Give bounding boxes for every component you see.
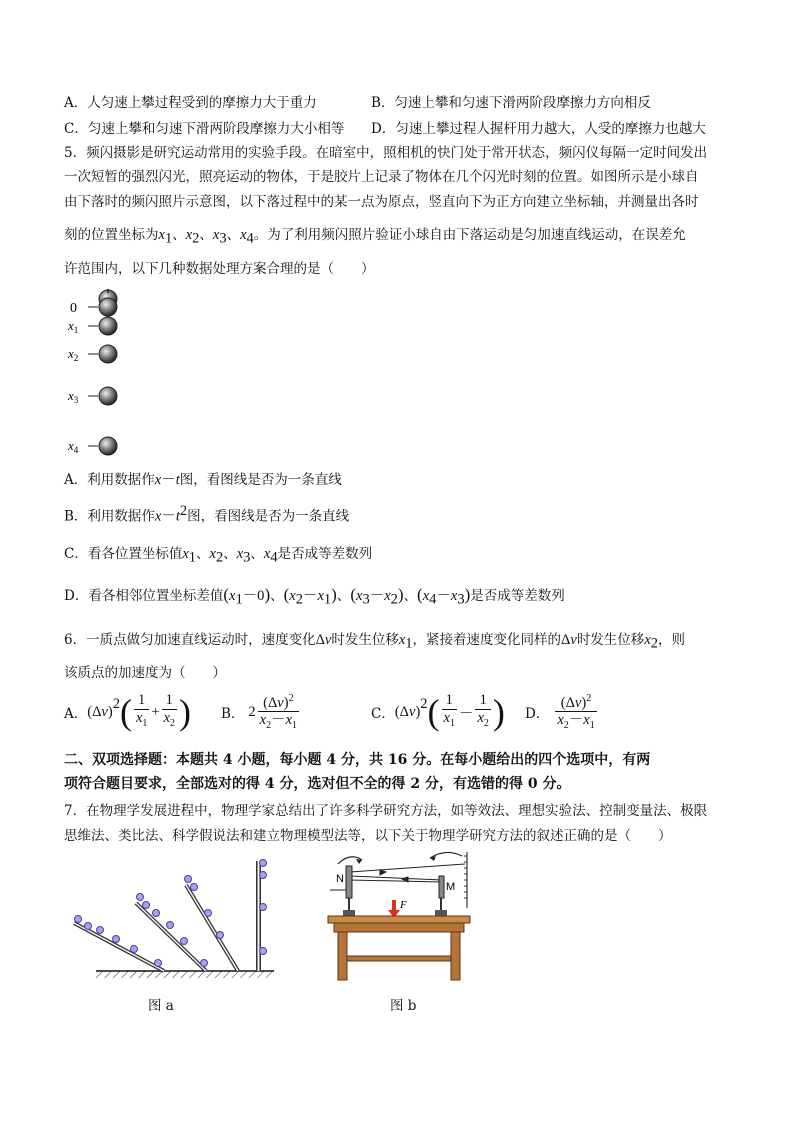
section2-heading-line2: 项符合题目要求，全部选对的得 4 分，选对但不全的得 2 分，有选错的得 0 分。: [64, 776, 571, 792]
q5-stem-line3: 由下落时的频闪照片示意图，以下落过程中的某一点为原点，竖直向下为正方向建立坐标轴，并测量出各时: [64, 194, 699, 210]
q7-stem-line1: 7．在物理学发展进程中，物理学家总结出了许多科学研究方法，如等效法、理想实验法、控制变量法、极限: [64, 803, 708, 819]
q4-option-c: C．匀速上攀和匀速下滑两阶段摩擦力大小相等: [64, 121, 345, 137]
q6-option-d: D． $\frac{(\Delta v)^2}{x_2-x_1}$: [525, 688, 599, 736]
figure-a-caption: 图 a: [148, 998, 174, 1014]
q6-option-a: A． (Δ v ) $^2$ ( $\frac{1}{x_1}$ + $\frac{1}{x_2}$ ): [64, 692, 191, 732]
figure-a-inclined-planes: [66, 855, 276, 985]
q6-stem-line1: 6．一质点做匀加速直线运动时，速度变化Δv时发生位移$x_1$，紧接着速度变化同样的Δv时发生位移$x_2$，则: [64, 632, 685, 652]
vertical-pole: [256, 860, 267, 972]
q7-stem-line2: 思维法、类比法、科学假说法和建立物理模型法等，以下关于物理学研究方法的叙述正确的是（ ）: [64, 828, 672, 844]
q6-option-b: B． 2 $\frac{(\Delta v)^2}{x_2-x_1}$: [221, 688, 301, 736]
table: [328, 916, 470, 980]
q5-stem-line2: 一次短暂的强烈闪光，照亮运动的物体，于是胶片上记录了物体在几个闪光时刻的位置。如图所示是小球自: [64, 169, 699, 185]
q6-stem-line2: 该质点的加速度为（ ）: [64, 665, 226, 681]
label-f: F: [400, 899, 407, 911]
q6-option-c: C． (Δ v ) $^2$ ( $\frac{1}{x_1}$ － $\frac{1}{x_2}$ ): [371, 692, 505, 732]
label-x3: $x_3$: [68, 388, 79, 405]
ball-x1: [99, 317, 117, 335]
label-0: 0: [70, 301, 77, 316]
ball-x4: [99, 437, 117, 455]
force-arrow: [388, 899, 407, 918]
q5-stem-line5: 许范围内，以下几种数据处理方案合理的是（ ）: [64, 261, 375, 277]
q5-option-a: A．利用数据作x－t图，看图线是否为一条直线: [64, 472, 342, 488]
q5-stem-line4: 刻的位置坐标为$x_1$、$x_2$、$x_3$、$x_4$。为了利用频闪照片验证小球自由下落运动是匀加速直线运动，在误差允: [64, 227, 686, 247]
label-x1: $x_1$: [68, 318, 79, 335]
ball-x3: [99, 387, 117, 405]
incline-1: [74, 916, 164, 972]
mirror-n: [336, 866, 355, 916]
q5-stem-line1: 5．频闪摄影是研究运动常用的实验手段。在暗室中，照相机的快门处于常开状态，频闪仪每隔一定时间发出: [64, 145, 708, 161]
q4-option-a: A．人匀速上攀过程受到的摩擦力大于重力: [64, 95, 317, 111]
label-m: M: [446, 881, 456, 893]
figure-b-mirror-apparatus: [320, 850, 475, 982]
strobe-photo-figure: [60, 285, 130, 460]
ruler-scale: [464, 852, 467, 908]
label-n: N: [336, 873, 344, 885]
ball-x2: [99, 345, 117, 363]
q4-option-b: B．匀速上攀和匀速下滑两阶段摩擦力方向相反: [371, 95, 651, 111]
label-x2: $x_2$: [68, 346, 79, 363]
q5-option-b: B．利用数据作$x-t^2$图，看图线是否为一条直线: [64, 503, 350, 525]
ball-top: [99, 289, 117, 316]
q5-option-c: C．看各位置坐标值$x_1$、$x_2$、$x_3$、$x_4$是否成等差数列: [64, 546, 373, 566]
label-x4: $x_4$: [68, 438, 79, 455]
q4-option-d: D．匀速上攀过程人握杆用力越大，人受的摩擦力也越大: [371, 121, 706, 137]
ground-hatch: [96, 971, 274, 978]
figure-b-caption: 图 b: [390, 998, 417, 1014]
q5-option-d: D．看各相邻位置坐标差值$(x_1-0)$、$(x_2-x_1)$、$(x_3-x_2)$、$(x_4-x_3)$是否成等差数列: [64, 585, 565, 608]
section2-heading-line1: 二、双项选择题：本题共 4 小题，每小题 4 分，共 16 分。在每小题给出的四个选项中，有两: [64, 752, 651, 768]
